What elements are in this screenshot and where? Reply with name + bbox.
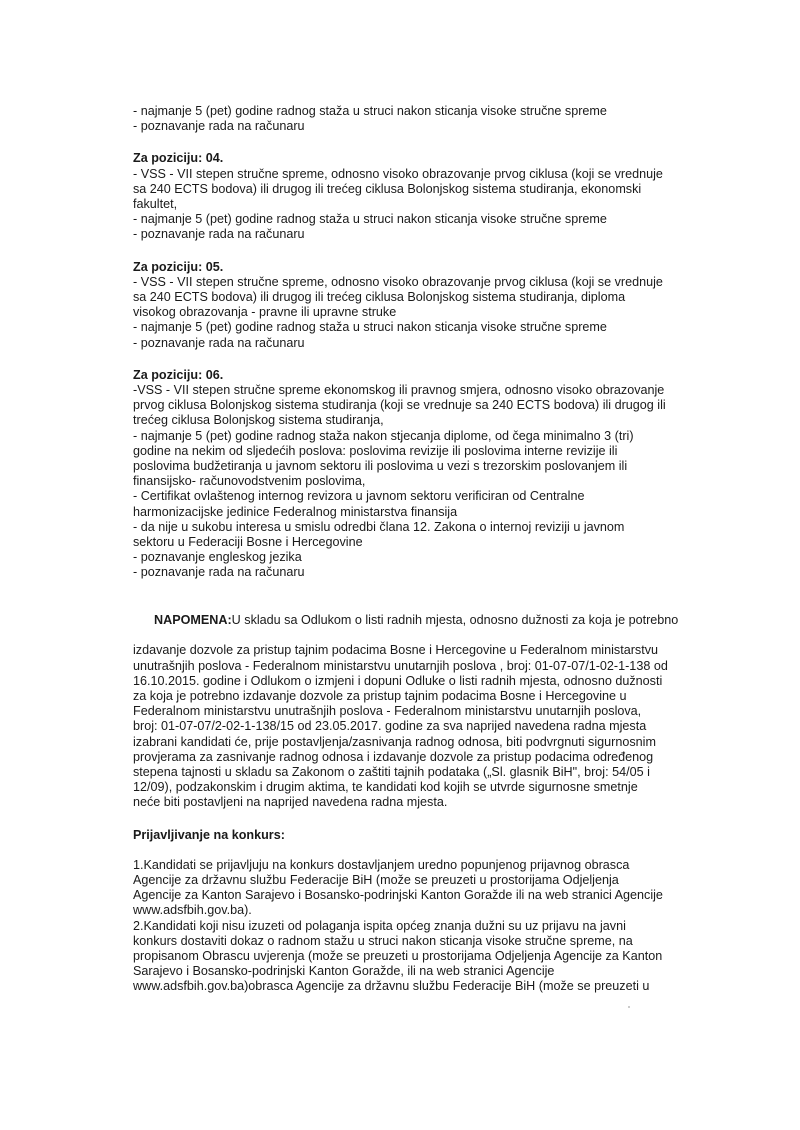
paragraph-line: 1.Kandidati se prijavljuju na konkurs dostavljanjem uredno popunjenog prijavnog obrasca — [133, 857, 630, 872]
paragraph-line: Federalnom ministarstvu unutrašnjih poslova - Federalnom ministarstvu unutarnjih poslova, — [133, 704, 642, 719]
paragraph-line: broj: 01-07-07/2-02-1-138/15 od 23.05.2017. godine za sva naprijed navedena radna mjesta — [133, 719, 647, 734]
list-item: - poznavanje rada na računaru — [133, 119, 305, 134]
paragraph-line: neće biti postavljeni na naprijed navedena radna mjesta. — [133, 795, 448, 810]
list-item: - da nije u sukobu interesa u smislu odredbi člana 12. Zakona o internoj reviziji u javnom — [133, 519, 625, 534]
paragraph-line: www.adsfbih.gov.ba)obrasca Agencije za državnu službu Federacije BiH (može se preuzeti u — [133, 979, 650, 994]
paragraph-line: unutrašnjih poslova - Federalnom ministarstvu unutarnjih poslova , broj: 01-07-07/1-02-1-138 od — [133, 658, 668, 673]
position-04-section — [133, 151, 680, 242]
list-item: -VSS - VII stepen stručne spreme ekonomskog ili pravnog smjera, odnosno visoko obrazovanje — [133, 383, 665, 398]
list-item: - poznavanje engleskog jezika — [133, 550, 302, 565]
list-item: sa 240 ECTS bodova) ili drugog ili trećeg ciklusa Bolonjskog sistema studiranja, ekonomski — [133, 181, 642, 196]
position-05-heading: Za poziciju: 05. — [133, 259, 224, 274]
paragraph-line: Agencije za Kanton Sarajevo i Bosansko-podrinjski Kanton Goražde ili na web stranici Agencije — [133, 888, 663, 903]
list-item: - poznavanje rada na računaru — [133, 227, 305, 242]
paragraph-line: stepena tajnosti u skladu sa Zakonom o zaštiti tajnih podataka („Sl. glasnik BiH", broj: 54/05 i — [133, 764, 650, 779]
list-item: prvog ciklusa Bolonjskog sistema studiranja (koji se vrednuje sa 240 ECTS bodova) ili drugog ili — [133, 398, 666, 413]
position-06-section — [133, 368, 680, 581]
list-item: poslovima budžetiranja u javnom sektoru ili poslovima u vezi s trezorskim poslovanjem ili — [133, 459, 628, 474]
paragraph-line: izdavanje dozvole za pristup tajnim podacima Bosne i Hercegovine u Federalnom ministarstvu — [133, 643, 659, 658]
paragraph-line: konkurs dostaviti dokaz o radnom stažu u struci nakon sticanja visoke stručne spreme, na — [133, 933, 633, 948]
list-item: visokog obrazovanja - pravne ili upravne struke — [133, 305, 397, 320]
paragraph-line: 12/09), podzakonskim i drugim aktima, te kandidati kod kojih se utvrde sigurnosne smetnje — [133, 780, 638, 795]
paragraph-line: www.adsfbih.gov.ba). — [133, 903, 252, 918]
list-item: sektoru u Federaciji Bosne i Hercegovine — [133, 535, 363, 550]
list-item: - najmanje 5 (pet) godine radnog staža u struci nakon sticanja visoke stručne spreme — [133, 212, 607, 227]
position-06-heading: Za poziciju: 06. — [133, 367, 224, 382]
paragraph-line: 2.Kandidati koji nisu izuzeti od polaganja ispita općeg znanja dužni su uz prijavu na javni — [133, 918, 626, 933]
list-item: finansijsko- računovodstvenim poslovima, — [133, 474, 366, 489]
list-item: - VSS - VII stepen stručne spreme, odnosno visoko obrazovanje prvog ciklusa (koji se vrednuje — [133, 274, 663, 289]
list-item: - najmanje 5 (pet) godine radnog staža u struci nakon sticanja visoke stručne spreme — [133, 104, 607, 118]
scan-speck — [628, 1006, 630, 1008]
list-item: fakultet, — [133, 197, 178, 212]
list-item: - poznavanje rada na računaru — [133, 335, 305, 350]
paragraph-line: provjerama za zasnivanje radnog odnosa i izdavanje dozvole za pristup podacima određenog — [133, 749, 654, 764]
list-item: godine na nekim od sljedećih poslova: poslovima revizije ili poslovima interne revizije ili — [133, 443, 618, 458]
list-item: sa 240 ECTS bodova) ili drugog ili trećeg ciklusa Bolonjskog sistema studiranja, diploma — [133, 290, 626, 305]
paragraph-line: propisanom Obrascu uvjerenja (može se preuzeti u prostorijama Odjeljenja Agencije za Kanton — [133, 948, 663, 963]
list-item: - najmanje 5 (pet) godine radnog staža u struci nakon sticanja visoke stručne spreme — [133, 320, 607, 335]
list-item: harmonizacijske jedinice Federalnog ministarstva finansija — [133, 504, 458, 519]
paragraph-line: za koja je potrebno izdavanje dozvole za pristup tajnim podacima Bosne i Hercegovine u — [133, 688, 627, 703]
prijava-section — [133, 828, 680, 995]
position-04-heading: Za poziciju: 04. — [133, 151, 224, 166]
paragraph-line: 16.10.2015. godine i Odlukom o izmjeni i dopuni Odluke o listi radnih mjesta, odnosno dužnosti — [133, 673, 663, 688]
prijava-heading: Prijavljivanje na konkurs: — [133, 827, 285, 842]
paragraph-line: Agencije za državnu službu Federacije BiH (može se preuzeti u prostorijama Odjeljenja — [133, 872, 619, 887]
list-item: - Certifikat ovlaštenog internog revizora u javnom sektoru verificiran od Centralne — [133, 489, 585, 504]
paragraph-line: Sarajevo i Bosansko-podrinjski Kanton Goražde, ili na web stranici Agencije — [133, 964, 555, 979]
list-item: - najmanje 5 (pet) godine radnog staža nakon stjecanja diplome, od čega minimalno 3 (tri) — [133, 428, 634, 443]
napomena-first-line: U skladu sa Odlukom o listi radnih mjesta, odnosno dužnosti za koja je potrebno — [231, 612, 679, 627]
list-item: trećeg ciklusa Bolonjskog sistema studiranja, — [133, 413, 384, 428]
position-05-section — [133, 260, 680, 351]
napomena-label: NAPOMENA: — [154, 612, 232, 627]
list-item: - poznavanje rada na računaru — [133, 565, 305, 580]
napomena-section — [133, 598, 680, 811]
top-requirements — [133, 104, 680, 134]
list-item: - VSS - VII stepen stručne spreme, odnosno visoko obrazovanje prvog ciklusa (koji se vrednuje — [133, 166, 663, 181]
paragraph-line: izabrani kandidati će, prije postavljenja/zasnivanja radnog odnosa, biti podvrgnuti sigurnosnim — [133, 734, 656, 749]
